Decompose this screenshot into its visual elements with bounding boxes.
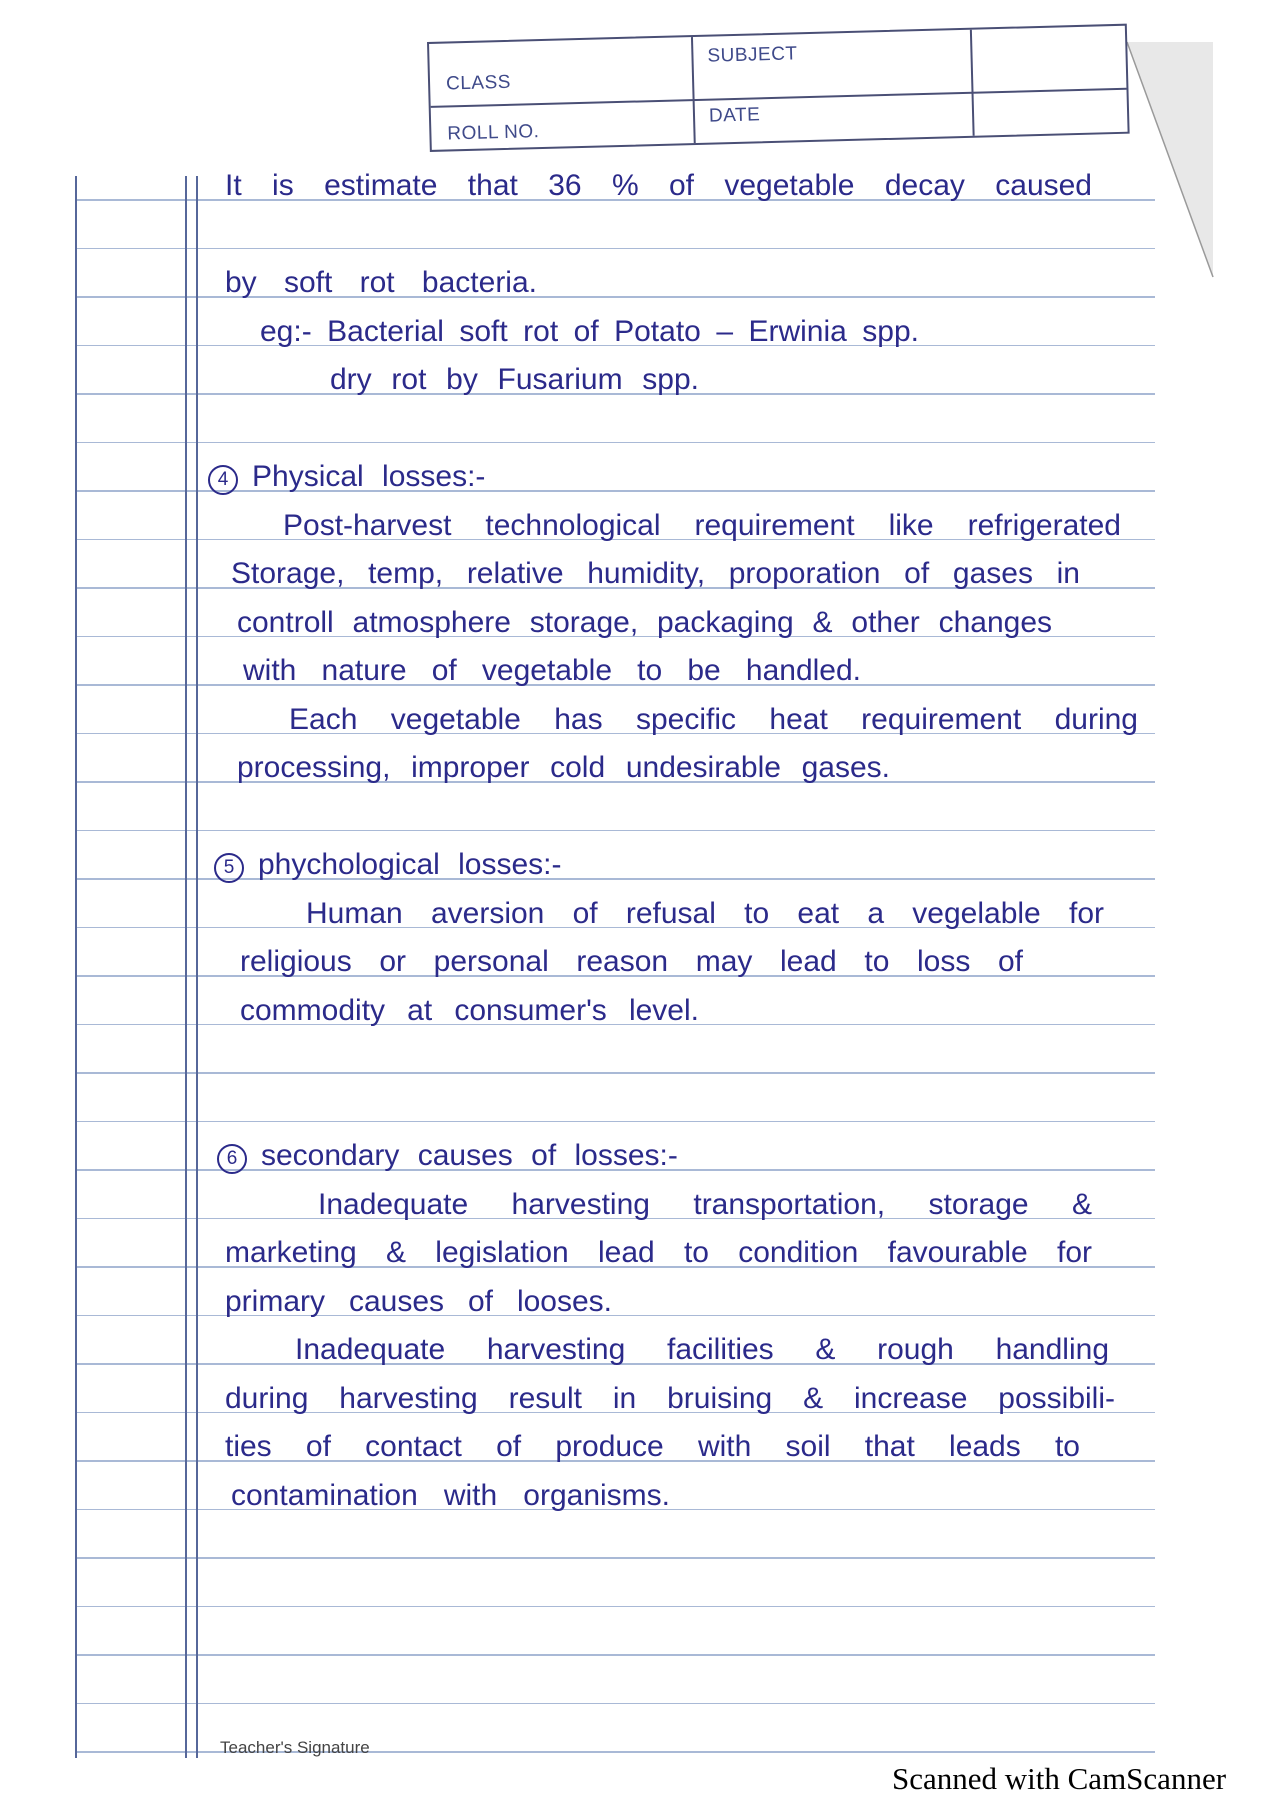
note-line: contamination with organisms.: [231, 1478, 670, 1512]
section-heading-text: secondary causes of losses:-: [261, 1139, 678, 1172]
date-label: DATE: [708, 104, 761, 127]
ruled-line: [75, 1072, 1155, 1074]
note-line: by soft rot bacteria.: [225, 266, 537, 299]
note-line: dry rot by Fusarium spp.: [330, 363, 699, 396]
note-line: Post-harvest technological requirement like refrigerated: [283, 508, 1121, 542]
margin-line: [196, 176, 198, 1758]
ruled-line: [75, 442, 1155, 444]
section-heading-text: Physical losses:-: [252, 460, 486, 493]
note-line: Inadequate harvesting facilities & rough handling: [295, 1333, 1109, 1366]
note-line: eg:- Bacterial soft rot of Potato – Erwinia spp.: [260, 314, 919, 348]
ruled-line: [75, 248, 1155, 250]
header-divider: [431, 88, 1127, 108]
ruled-line: [75, 830, 1155, 832]
note-line: It is estimate that 36 % of vegetable decay caused: [225, 169, 1092, 202]
note-line: Storage, temp, relative humidity, proporation of gases in: [231, 557, 1080, 590]
margin-line: [185, 176, 187, 1758]
header-divider: [970, 30, 975, 136]
note-line: Inadequate harvesting transportation, storage &: [318, 1187, 1092, 1221]
roll-no-label: ROLL NO.: [447, 121, 540, 145]
section-heading-secondary: [217, 1138, 678, 1174]
page-left-edge: [75, 176, 77, 1758]
ruled-line: [75, 1606, 1155, 1608]
note-line: commodity at consumer's level.: [240, 993, 699, 1027]
note-line: Human aversion of refusal to eat a vegelable for: [306, 896, 1104, 930]
header-info-box: [427, 24, 1130, 152]
ruled-line: [75, 1121, 1155, 1123]
section-heading-psychological: [214, 847, 561, 883]
subject-label: SUBJECT: [707, 43, 798, 67]
teacher-signature-area: [220, 1738, 370, 1757]
note-line: with nature of vegetable to be handled.: [243, 654, 861, 687]
note-line: ties of contact of produce with soil that leads to: [225, 1430, 1080, 1463]
note-line: religious or personal reason may lead to loss of: [240, 945, 1023, 978]
note-line: primary causes of looses.: [225, 1284, 612, 1318]
ruled-line: [75, 1557, 1155, 1559]
page-edge-shadow: [1120, 30, 1230, 290]
ruled-line: [75, 1654, 1155, 1656]
section-number-badge: 6: [217, 1144, 247, 1174]
class-label: CLASS: [445, 71, 512, 95]
scanner-watermark: Scanned with CamScanner: [892, 1761, 1227, 1796]
section-heading-physical: [208, 459, 485, 495]
section-heading-text: phychological losses:-: [258, 848, 562, 881]
note-line: Each vegetable has specific heat requirement during: [289, 702, 1138, 736]
note-line: during harvesting result in bruising & increase possibili-: [225, 1381, 1115, 1415]
section-number-badge: 5: [214, 853, 244, 883]
header-divider: [691, 37, 696, 143]
section-number-badge: 4: [208, 465, 238, 495]
ruled-line: [75, 1703, 1155, 1705]
note-line: controll atmosphere storage, packaging & other changes: [237, 605, 1052, 639]
note-line: processing, improper cold undesirable gases.: [237, 751, 890, 784]
teacher-signature-label: Teacher's Signature: [220, 1738, 370, 1757]
note-line: marketing & legislation lead to condition favourable for: [225, 1236, 1092, 1269]
